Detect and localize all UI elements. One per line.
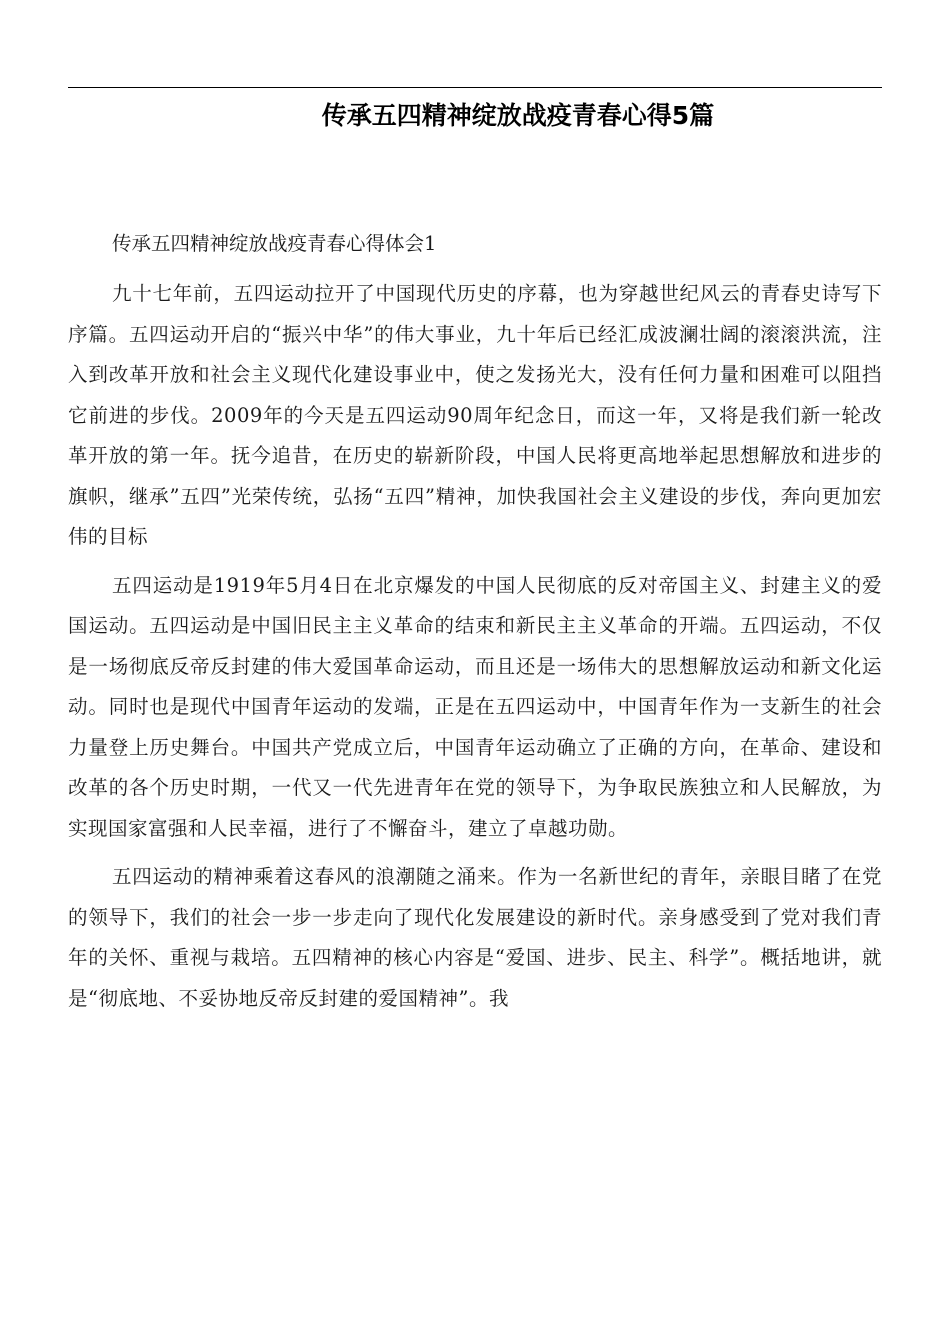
section-heading: 传承五四精神绽放战疫青春心得体会1 — [112, 232, 437, 255]
document-title: 传承五四精神绽放战疫青春心得5篇 — [321, 101, 715, 130]
paragraph-1: 九十七年前，五四运动拉开了中国现代历史的序幕，也为穿越世纪风云的青春史诗写下序篇。五四运动开启的“振兴中华”的伟大事业，九十年后已经汇成波澜壮阔的滚滚洪流，注入到改革开放和社会主义现代化建设事业中，使之发扬光大，没有任何力量和困难可以阻挡它前进的步伐。2009年的今天是五四运动90周年纪念日，而这一年，又将是我们新一轮改革开放的第一年。抚今追昔，在历史的崭新阶段，中国人民将更高地举起思想解放和进步的旗帜，继承”五四”光荣传统，弘扬“五四”精神，加快我国社会主义建设的步伐，奔向更加宏伟的目标 — [68, 282, 882, 548]
document-body — [68, 224, 882, 1027]
paragraph-3: 五四运动的精神乘着这春风的浪潮随之涌来。作为一名新世纪的青年，亲眼目睹了在党的领导下，我们的社会一步一步走向了现代化发展建设的新时代。亲身感受到了党对我们青年的关怀、重视与栽培。五四精神的核心内容是“爱国、进步、民主、科学”。概括地讲，就是“彻底地、不妥协地反帝反封建的爱国精神”。我 — [68, 865, 882, 1010]
header-rule — [68, 87, 882, 88]
paragraph-2: 五四运动是1919年5月4日在北京爆发的中国人民彻底的反对帝国主义、封建主义的爱国运动。五四运动是中国旧民主主义革命的结束和新民主主义革命的开端。五四运动，不仅是一场彻底反帝反封建的伟大爱国革命运动，而且还是一场伟大的思想解放运动和新文化运动。同时也是现代中国青年运动的发端，正是在五四运动中，中国青年作为一支新生的社会力量登上历史舞台。中国共产党成立后，中国青年运动确立了正确的方向，在革命、建设和改革的各个历史时期，一代又一代先进青年在党的领导下，为争取民族独立和人民解放，为实现国家富强和人民幸福，进行了不懈奋斗，建立了卓越功勋。 — [68, 573, 882, 840]
